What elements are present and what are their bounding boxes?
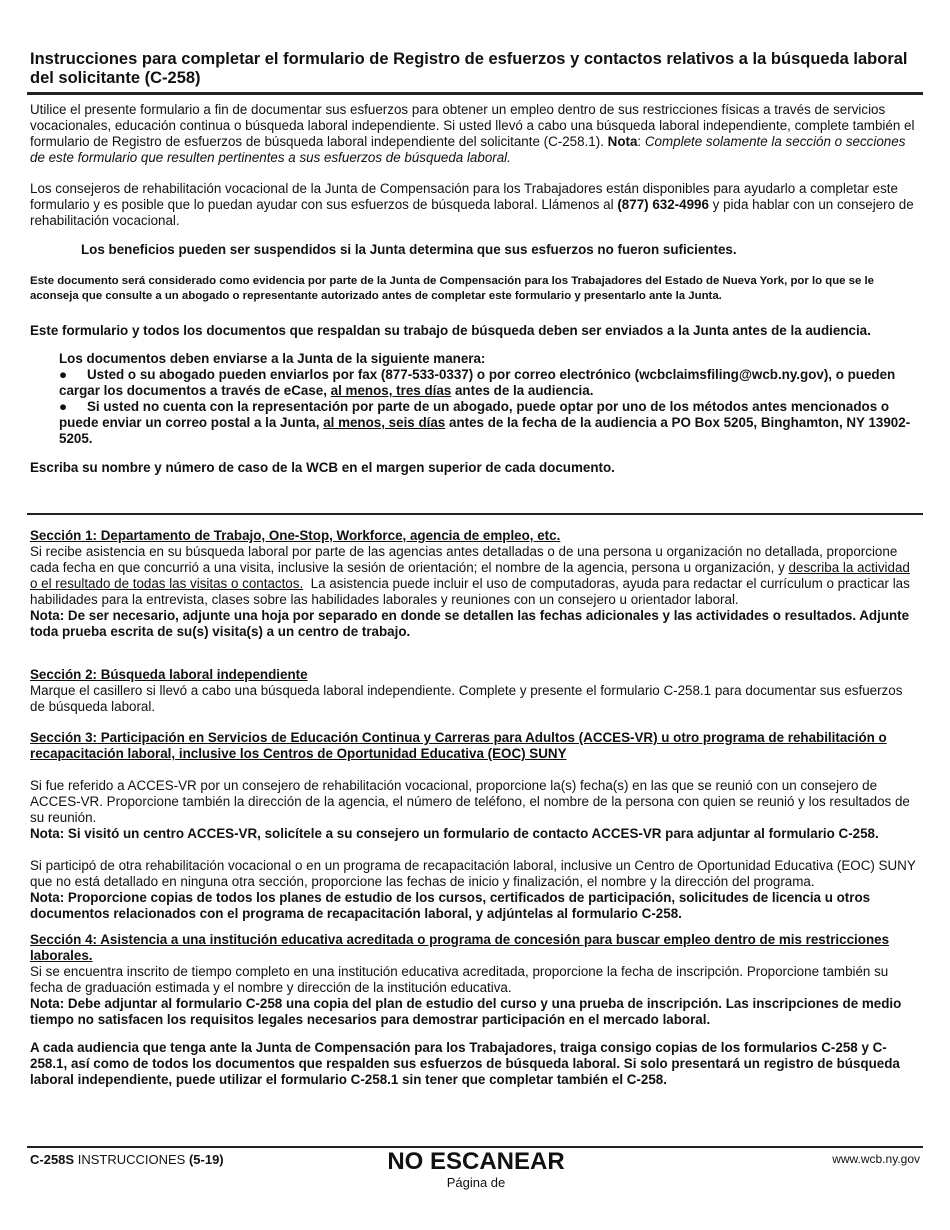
intro-text: Utilice el presente formulario a fin de documentar sus esfuerzos para obtener un empleo dentro de sus restricciones físicas a través de servicios vocacionales, educación continua o búsqueda laboral independiente. Si usted llevó a cabo una búsqueda laboral independiente, complete también el formulario de Registro de esfuerzos de búsqueda laboral independiente del solicitante (C-258.1). <box>30 102 915 149</box>
bullet-icon: ● <box>59 399 68 414</box>
section-1-text-underlined: describa la actividad o el resultado de todas las visitas o contactos. <box>30 560 910 591</box>
write-name-notice: Escriba su nombre y número de caso de la WCB en el margen superior de cada documento. <box>30 460 615 475</box>
bullet2-end: antes de la fecha de la audiencia a PO Box 5205, Binghamton, NY 13902-5205. <box>59 415 911 446</box>
section-4-title: Sección 4: Asistencia a una institución educativa acreditada o programa de concesión para buscar empleo dentro de mis restricciones laborales. <box>30 932 890 963</box>
section-3 <box>30 730 920 922</box>
section-1-title: Sección 1: Departamento de Trabajo, One-Stop, Workforce, agencia de empleo, etc. <box>30 528 561 543</box>
no-scan-label: NO ESCANEAR <box>387 1148 565 1175</box>
section-3-note-1: Nota: Si visitó un centro ACCES-VR, solicítele a su consejero un formulario de contacto ACCES-VR para adjuntar al formulario C-258. <box>30 826 879 841</box>
website-url[interactable]: www.wcb.ny.gov <box>832 1152 920 1166</box>
bullet-item-fax-email <box>59 367 919 399</box>
bullet-item-mail <box>59 399 919 447</box>
form-label: INSTRUCCIONES <box>77 1152 186 1167</box>
bullet1-deadline: al menos, tres días <box>330 383 452 398</box>
bullet2-deadline: al menos, seis días <box>323 415 446 430</box>
section-1-note: Nota: De ser necesario, adjunte una hoja por separado en donde se detallen las fechas adicionales y las actividades o resultados. Adjunte toda prueba escrita de su(s) visita(s) a un centro de trabajo. <box>30 608 910 639</box>
section-3-note-2: Nota: Proporcione copias de todos los planes de estudio de los cursos, certificados de participación, solicitudes de licencia u otros documentos relacionados con el programa de recapacitación laboral, y adjúntelas al formulario C-258. <box>30 890 871 921</box>
section-3-text-1: Si fue referido a ACCES-VR por un consejero de rehabilitación vocacional, proporcione la(s) fecha(s) en las que se reunió con un consejero de ACCES-VR. Proporcione también la dirección de la agencia, el número de teléfono, el nombre de la persona con quien se reunió y los resultados de su reunión. <box>30 778 910 825</box>
section-2 <box>30 667 920 715</box>
page-number-label: Página de <box>446 1175 506 1190</box>
section-3-title: Sección 3: Participación en Servicios de Educación Continua y Carreras para Adultos (ACCES-VR) u otro programa de rehabilitación o recapacitación laboral, inclusive los Centros de Oportunidad Educativa (EOC) SUNY <box>30 730 887 761</box>
phone-number: (877) 632-4996 <box>617 197 709 212</box>
note-label: Nota <box>607 134 638 149</box>
section-1-text-a: Si recibe asistencia en su búsqueda laboral por parte de las agencias antes detalladas o de una persona u organización no detallada, proporcione cada fecha en que concurrió a una visita, inclusive la sesión de orientación; el nombre de la agencia, persona u organización, y <box>30 544 898 575</box>
section-1 <box>30 528 920 640</box>
section-3-text-2: Si participó de otra rehabilitación vocacional o en un programa de recapacitación laboral, inclusive un Centro de Oportunidad Educativa (EOC) SUNY que no está detallado en ninguna otra sección, proporcione las fechas de inicio y finalización, el nombre y la dirección del programa. <box>30 858 916 889</box>
section-1-text-b: La asistencia puede incluir el uso de computadoras, ayuda para redactar el currículum o practicar las habilidades para la entrevista, clases sobre las habilidades laborales y reuniones con un consejero u orientador laboral. <box>30 576 910 607</box>
intro-paragraph: Utilice el presente formulario a fin de documentar sus esfuerzos para obtener un empleo dentro de sus restricciones físicas a través de servicios vocacionales, educación continua o búsqueda laboral independiente. Si usted llevó a cabo una búsqueda laboral independiente, complete también el formulario de Registro de esfuerzos de búsqueda laboral independiente del solicitante (C-258.1). Nota: Complete solamente la sección o secciones de este formulario que resulten pertinentes a sus esfuerzos de búsqueda laboral. <box>30 102 915 165</box>
section-4-text: Si se encuentra inscrito de tiempo completo en una institución educativa acreditada, proporcione la fecha de inscripción. Proporcione también su fecha de graduación estimada y el nombre y dirección de la institución educativa. <box>30 964 889 995</box>
section-4 <box>30 932 920 1028</box>
counselor-text: Los consejeros de rehabilitación vocacional de la Junta de Compensación para los Trabajadores están disponibles para ayudarlo a completar este formulario y es posible que lo puedan ayudar con sus esfuerzos de búsqueda laboral. Llámenos al <box>30 181 898 212</box>
submission-notice: Este formulario y todos los documentos que respaldan su trabajo de búsqueda deben ser enviados a la Junta antes de la audiencia. <box>30 323 871 338</box>
bullet2-text: Si usted no cuenta con la representación por parte de un abogado, puede optar por uno de los métodos antes mencionados o puede enviar un correo postal a la Junta, <box>59 399 890 430</box>
header-divider <box>27 92 923 95</box>
bullet-icon: ● <box>59 367 68 382</box>
closing-paragraph: A cada audiencia que tenga ante la Junta de Compensación para los Trabajadores, traiga consigo copias de los formularios C-258 y C-258.1, así como de todos los documentos que respalden sus esfuerzos de búsqueda laboral. Si solo presentará un registro de búsqueda laboral independiente, puede utilizar el formulario C-258.1 sin tener que completar también el C-258. <box>30 1040 900 1087</box>
sending-heading: Los documentos deben enviarse a la Junta de la siguiente manera: <box>59 351 486 366</box>
page-title: Instrucciones para completar el formulario de Registro de esfuerzos y contactos relativos a la búsqueda laboral del solicitante (C-258) <box>30 50 908 87</box>
form-id: C-258S <box>30 1152 75 1167</box>
form-identifier <box>30 1152 224 1167</box>
footer-center <box>384 1148 568 1190</box>
section-2-text: Marque el casillero si llevó a cabo una búsqueda laboral independiente. Complete y presente el formulario C-258.1 para documentar sus esfuerzos de búsqueda laboral. <box>30 683 903 714</box>
form-revision: (5-19) <box>188 1152 224 1167</box>
section-2-title: Sección 2: Búsqueda laboral independiente <box>30 667 308 682</box>
counselor-paragraph <box>30 181 920 229</box>
bullet1-end: antes de la audiencia. <box>454 383 594 398</box>
section-1-text <box>30 544 920 608</box>
counselor-text-end: y pida hablar con un consejero de rehabilitación vocacional. <box>30 197 914 228</box>
bullet1-text: Usted o su abogado pueden enviarlos por fax (877-533-0337) o por correo electrónico (wcbclaimsfiling@wcb.ny.gov), o pueden cargar los documentos a través de eCase, <box>59 367 896 398</box>
suspension-warning: Los beneficios pueden ser suspendidos si la Junta determina que sus esfuerzos no fueron suficientes. <box>81 242 737 257</box>
note-text: Complete solamente la sección o secciones de este formulario que resulten pertinentes a sus esfuerzos de búsqueda laboral. <box>30 134 906 165</box>
section-divider <box>27 513 923 515</box>
sending-instructions <box>59 351 919 447</box>
evidence-notice: Este documento será considerado como evidencia por parte de la Junta de Compensación para los Trabajadores del Estado de Nueva York, por lo que se le aconseja que consulte a un abogado o representante autorizado antes de completar este formulario y presentarlo ante la Junta. <box>30 275 875 302</box>
section-4-note: Nota: Debe adjuntar al formulario C-258 una copia del plan de estudio del curso y una prueba de inscripción. Las inscripciones de medio tiempo no satisfacen los requisitos legales necesarios para demostrar participación en el mercado laboral. <box>30 996 902 1027</box>
